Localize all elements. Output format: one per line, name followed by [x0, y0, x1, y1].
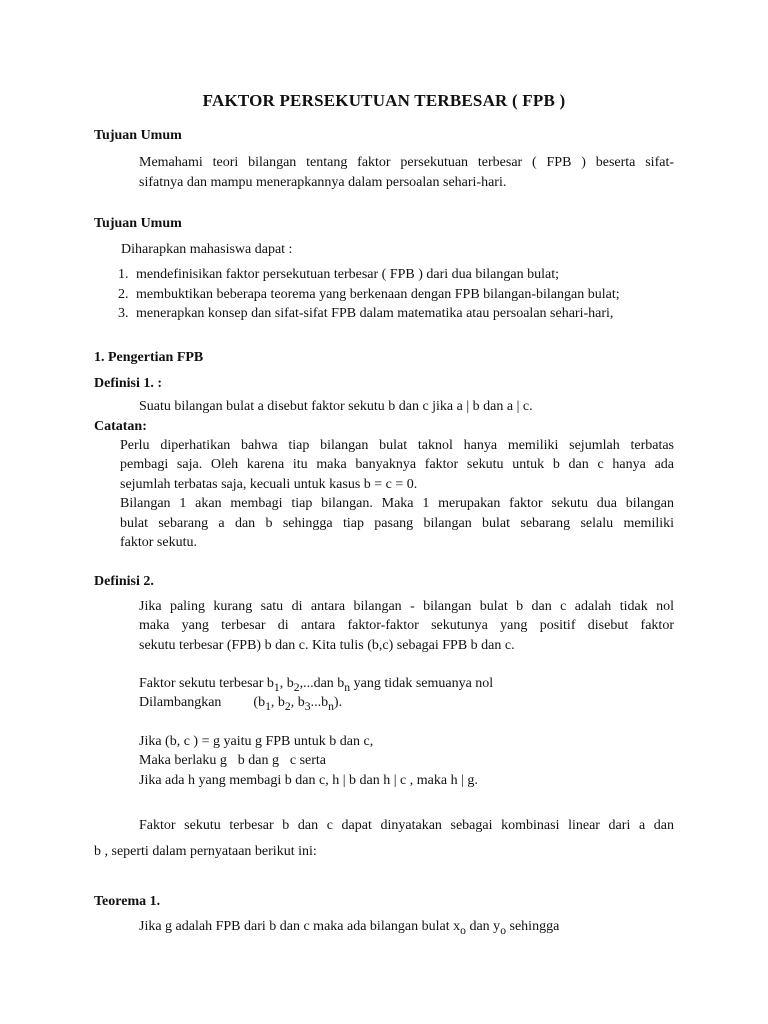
faktor-text: , b [279, 676, 294, 691]
definition-1-label: Definisi 1. : [94, 376, 163, 391]
dilambangkan-line [139, 694, 342, 716]
subscript: o [460, 923, 466, 937]
tujuan-umum-heading-1: Tujuan Umum [94, 128, 182, 143]
page-title: FAKTOR PERSEKUTUAN TERBESAR ( FPB ) [202, 91, 566, 110]
list-item [118, 266, 559, 284]
subscript: n [328, 699, 334, 713]
list-item-number: 3. [118, 306, 129, 321]
tujuan-umum-text-line: sifatnya dan mampu menerapkannya dalam persoalan sehari-hari. [139, 175, 507, 190]
list-item [118, 305, 613, 323]
section-heading: 1. Pengertian FPB [94, 350, 204, 365]
catatan-label: Catatan: [94, 419, 147, 434]
kombinasi-line: b , seperti dalam pernyataan berikut ini: [94, 844, 317, 859]
subscript: 1 [265, 699, 271, 713]
notation-text: ). [333, 695, 343, 710]
catatan-line: bulat sebarang a dan b sehingga tiap pasang bilangan bulat sebarang selalu memiliki [120, 516, 674, 531]
list-item-number: 2. [118, 287, 129, 302]
jika-line: Maka berlaku g⃒b dan g⃒c serta [139, 753, 326, 768]
definition-2-line: maka yang terbesar di antara faktor-faktor sekutunya yang positif disebut faktor [139, 618, 674, 633]
dilambangkan-label: Dilambangkan [139, 695, 222, 710]
subscript: 3 [304, 699, 311, 713]
tujuan-intro: Diharapkan mahasiswa dapat : [121, 242, 293, 257]
notation-text: (b [253, 695, 266, 710]
list-item-number: 1. [118, 267, 129, 282]
kombinasi-line: Faktor sekutu terbesar b dan c dapat dinyatakan sebagai kombinasi linear dari a dan [139, 818, 674, 833]
theorem-1-text [139, 918, 559, 940]
catatan-line: Bilangan 1 akan membagi tiap bilangan. Maka 1 merupakan faktor sekutu dua bilangan [120, 496, 674, 511]
definition-2-line: sekutu terbesar (FPB) b dan c. Kita tulis (b,c) sebagai FPB b dan c. [139, 638, 515, 653]
list-item-text: mendefinisikan faktor persekutuan terbesar ( FPB ) dari dua bilangan bulat; [136, 267, 559, 282]
catatan-line: pembagi saja. Oleh karena itu maka banyaknya faktor sekutu untuk b dan c hanya ada [120, 457, 674, 472]
catatan-line: Perlu diperhatikan bahwa tiap bilangan bulat taknol hanya memiliki sejumlah terbatas [120, 438, 674, 453]
tujuan-umum-heading-2: Tujuan Umum [94, 216, 182, 231]
catatan-line: sejumlah terbatas saja, kecuali untuk kasus b = c = 0. [120, 477, 418, 492]
jika-line: Jika ada h yang membagi b dan c, h | b dan h | c , maka h | g. [139, 773, 478, 788]
subscript: n [344, 680, 351, 694]
list-item [118, 286, 620, 304]
subscript: 2 [284, 699, 291, 713]
theorem-text: sehingga [506, 919, 560, 934]
theorem-text: Jika g adalah FPB dari b dan c maka ada bilangan bulat x [139, 919, 461, 934]
tujuan-umum-text-line: Memahami teori bilangan tentang faktor persekutuan terbesar ( FPB ) beserta sifat- [139, 155, 674, 170]
subscript: o [500, 923, 507, 937]
faktor-text: yang tidak semuanya nol [350, 676, 494, 691]
definition-2-line: Jika paling kurang satu di antara bilangan - bilangan bulat b dan c adalah tidak nol [139, 599, 674, 614]
list-item-text: membuktikan beberapa teorema yang berkenaan dengan FPB bilangan-bilangan bulat; [136, 287, 620, 302]
notation-text: , b [270, 695, 285, 710]
theorem-1-label: Teorema 1. [94, 894, 161, 909]
notation-text: , b [290, 695, 305, 710]
faktor-text: Faktor sekutu terbesar b [139, 676, 274, 691]
jika-line: Jika (b, c ) = g yaitu g FPB untuk b dan c, [139, 734, 374, 749]
faktor-text: ,...dan b [299, 676, 345, 691]
definition-2-label: Definisi 2. [94, 574, 154, 589]
catatan-line: faktor sekutu. [120, 535, 197, 550]
definition-1-text: Suatu bilangan bulat a disebut faktor sekutu b dan c jika a | b dan a | c. [139, 399, 533, 414]
list-item-text: menerapkan konsep dan sifat-sifat FPB dalam matematika atau persoalan sehari-hari, [136, 306, 614, 321]
subscript: 2 [293, 680, 300, 694]
subscript: 1 [273, 680, 280, 694]
notation-text: ...b [310, 695, 329, 710]
theorem-text: dan y [465, 919, 501, 934]
